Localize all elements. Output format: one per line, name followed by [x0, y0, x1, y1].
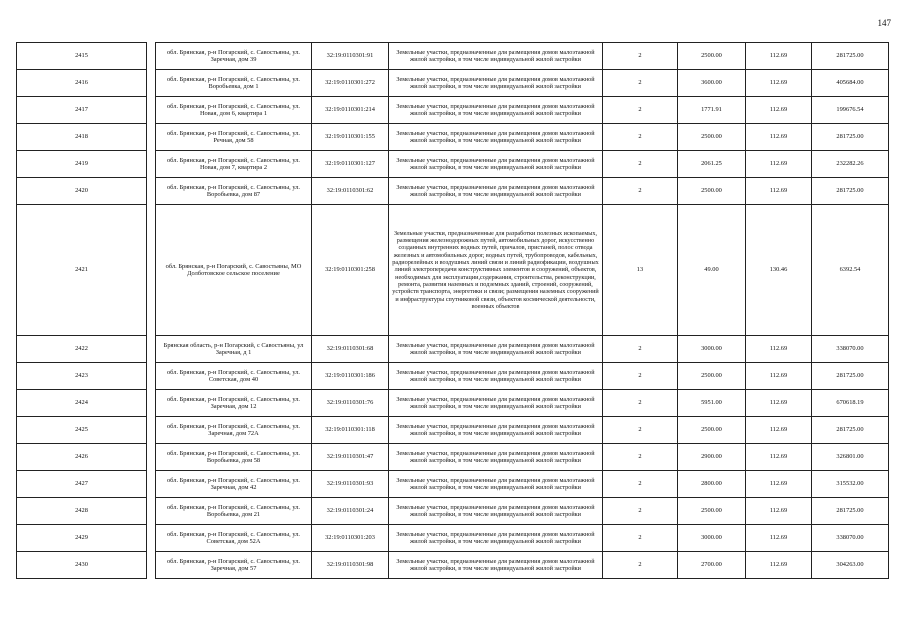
- row-spacer: [147, 417, 156, 444]
- cadastral-value-cell: 338070.00: [812, 336, 889, 363]
- group-cell: 2: [603, 552, 678, 579]
- land-use-cell: Земельные участки, предназначенные для разработки полезных ископаемых, размещения железнодорожных путей, автомобильных дорог, искусственно созданных внутренних водных путей, причалов, пристаней, полос отвода железных и автомобильных дорог, водных путей, трубопроводов, кабельных, радиорелейных и воздушных линий связи и линий радиофикации, воздушных линий электропередачи конструктивных элементов и сооружений, объектов, необходимых для эксплуатации,содержания, строительства, реконструкции, ремонта, развития наземных и подземных зданий, строений, сооружений, устройств транспорта, энергетики и связи; размещения наземных сооружений и инфраструктуры спутниковой связи, объектов космической деятельности, военных объектов: [389, 205, 603, 336]
- area-cell: 1771.91: [678, 97, 746, 124]
- row-spacer: [147, 124, 156, 151]
- table-row: [17, 363, 889, 390]
- address-cell: обл. Брянская, р-н Погарский, с. Савостьяны, ул. Заречная, дом 39: [156, 43, 312, 70]
- cadastral-number-cell: 32:19:0110301:214: [312, 97, 389, 124]
- address-cell: обл. Брянская, р-н Погарский, с. Савостьяны, ул. Воробьевка, дом 21: [156, 498, 312, 525]
- land-use-cell: Земельные участки, предназначенные для размещения домов малоэтажной жилой застройки, в том числе индивидуальной жилой застройки: [389, 417, 603, 444]
- cadastral-value-cell: 670618.19: [812, 390, 889, 417]
- row-spacer: [147, 390, 156, 417]
- land-use-cell: Земельные участки, предназначенные для размещения домов малоэтажной жилой застройки, в том числе индивидуальной жилой застройки: [389, 363, 603, 390]
- cadastral-value-table: [16, 42, 889, 579]
- cadastral-number-cell: 32:19:0110301:93: [312, 471, 389, 498]
- row-number-cell: 2425: [17, 417, 147, 444]
- specific-value-cell: 112.69: [746, 70, 812, 97]
- address-cell: обл. Брянская, р-н Погарский, с. Савостьяны, ул. Воробьевка, дом 1: [156, 70, 312, 97]
- specific-value-cell: 112.69: [746, 336, 812, 363]
- row-number-cell: 2422: [17, 336, 147, 363]
- address-cell: обл. Брянская, р-н Погарский, с. Савостьяны, ул. Заречная, дом 42: [156, 471, 312, 498]
- cadastral-value-cell: 281725.00: [812, 363, 889, 390]
- cadastral-number-cell: 32:19:0110301:155: [312, 124, 389, 151]
- address-cell: обл. Брянская, р-н Погарский, с. Савостьяны, ул. Советская, дом 40: [156, 363, 312, 390]
- land-use-cell: Земельные участки, предназначенные для размещения домов малоэтажной жилой застройки, в том числе индивидуальной жилой застройки: [389, 444, 603, 471]
- land-use-cell: Земельные участки, предназначенные для размещения домов малоэтажной жилой застройки, в том числе индивидуальной жилой застройки: [389, 390, 603, 417]
- cadastral-value-cell: 304263.00: [812, 552, 889, 579]
- cadastral-number-cell: 32:19:0110301:76: [312, 390, 389, 417]
- group-cell: 2: [603, 43, 678, 70]
- group-cell: 2: [603, 444, 678, 471]
- area-cell: 49.00: [678, 205, 746, 336]
- row-spacer: [147, 552, 156, 579]
- row-spacer: [147, 525, 156, 552]
- row-spacer: [147, 336, 156, 363]
- row-spacer: [147, 498, 156, 525]
- group-cell: 13: [603, 205, 678, 336]
- cadastral-value-cell: 281725.00: [812, 498, 889, 525]
- address-cell: обл. Брянская, р-н Погарский, с. Савостьяны, ул. Заречная, дом 72А: [156, 417, 312, 444]
- area-cell: 2500.00: [678, 178, 746, 205]
- area-cell: 3000.00: [678, 336, 746, 363]
- area-cell: 2500.00: [678, 124, 746, 151]
- land-use-cell: Земельные участки, предназначенные для размещения домов малоэтажной жилой застройки, в том числе индивидуальной жилой застройки: [389, 124, 603, 151]
- row-number-cell: 2418: [17, 124, 147, 151]
- land-use-cell: Земельные участки, предназначенные для размещения домов малоэтажной жилой застройки, в том числе индивидуальной жилой застройки: [389, 43, 603, 70]
- specific-value-cell: 112.69: [746, 471, 812, 498]
- specific-value-cell: 112.69: [746, 97, 812, 124]
- land-use-cell: Земельные участки, предназначенные для размещения домов малоэтажной жилой застройки, в том числе индивидуальной жилой застройки: [389, 336, 603, 363]
- cadastral-number-cell: 32:19:0110301:203: [312, 525, 389, 552]
- land-use-cell: Земельные участки, предназначенные для размещения домов малоэтажной жилой застройки, в том числе индивидуальной жилой застройки: [389, 97, 603, 124]
- specific-value-cell: 112.69: [746, 363, 812, 390]
- specific-value-cell: 112.69: [746, 552, 812, 579]
- address-cell: обл. Брянская, р-н Погарский, с. Савостьяны, ул. Воробьевка, дом 87: [156, 178, 312, 205]
- row-number-cell: 2428: [17, 498, 147, 525]
- land-use-cell: Земельные участки, предназначенные для размещения домов малоэтажной жилой застройки, в том числе индивидуальной жилой застройки: [389, 151, 603, 178]
- land-use-cell: Земельные участки, предназначенные для размещения домов малоэтажной жилой застройки, в том числе индивидуальной жилой застройки: [389, 70, 603, 97]
- specific-value-cell: 112.69: [746, 178, 812, 205]
- area-cell: 2500.00: [678, 363, 746, 390]
- group-cell: 2: [603, 363, 678, 390]
- table-row: [17, 525, 889, 552]
- address-cell: обл. Брянская, р-н Погарский, с. Савостьяны, ул. Заречная, дом 57: [156, 552, 312, 579]
- cadastral-value-cell: 326801.00: [812, 444, 889, 471]
- land-use-cell: Земельные участки, предназначенные для размещения домов малоэтажной жилой застройки, в том числе индивидуальной жилой застройки: [389, 552, 603, 579]
- row-spacer: [147, 471, 156, 498]
- group-cell: 2: [603, 124, 678, 151]
- cadastral-value-cell: 405684.00: [812, 70, 889, 97]
- row-spacer: [147, 70, 156, 97]
- group-cell: 2: [603, 178, 678, 205]
- area-cell: 2500.00: [678, 43, 746, 70]
- row-number-cell: 2423: [17, 363, 147, 390]
- address-cell: обл. Брянская, р-н Погарский, с. Савостьяны, ул. Новая, дом 7, квартира 2: [156, 151, 312, 178]
- cadastral-number-cell: 32:19:0110301:118: [312, 417, 389, 444]
- land-use-cell: Земельные участки, предназначенные для размещения домов малоэтажной жилой застройки, в том числе индивидуальной жилой застройки: [389, 178, 603, 205]
- cadastral-number-cell: 32:19:0110301:186: [312, 363, 389, 390]
- row-number-cell: 2416: [17, 70, 147, 97]
- group-cell: 2: [603, 70, 678, 97]
- row-spacer: [147, 444, 156, 471]
- cadastral-number-cell: 32:19:0110301:91: [312, 43, 389, 70]
- address-cell: обл. Брянская, р-н Погарский, с. Савостьяны, МО Долботовское сельское поселение: [156, 205, 312, 336]
- cadastral-number-cell: 32:19:0110301:24: [312, 498, 389, 525]
- specific-value-cell: 112.69: [746, 390, 812, 417]
- address-cell: обл. Брянская, р-н Погарский, с. Савостьяны, ул. Воробьевка, дом 58: [156, 444, 312, 471]
- area-cell: 3600.00: [678, 70, 746, 97]
- cadastral-value-cell: 281725.00: [812, 43, 889, 70]
- specific-value-cell: 112.69: [746, 498, 812, 525]
- area-cell: 2800.00: [678, 471, 746, 498]
- cadastral-number-cell: 32:19:0110301:47: [312, 444, 389, 471]
- row-spacer: [147, 178, 156, 205]
- group-cell: 2: [603, 97, 678, 124]
- cadastral-value-cell: 232282.26: [812, 151, 889, 178]
- area-cell: 2500.00: [678, 498, 746, 525]
- area-cell: 2500.00: [678, 417, 746, 444]
- table-row: [17, 43, 889, 70]
- table-row: [17, 498, 889, 525]
- row-number-cell: 2421: [17, 205, 147, 336]
- table-row: [17, 151, 889, 178]
- land-use-cell: Земельные участки, предназначенные для размещения домов малоэтажной жилой застройки, в том числе индивидуальной жилой застройки: [389, 471, 603, 498]
- cadastral-number-cell: 32:19:0110301:62: [312, 178, 389, 205]
- area-cell: 5951.00: [678, 390, 746, 417]
- cadastral-number-cell: 32:19:0110301:98: [312, 552, 389, 579]
- address-cell: обл. Брянская, р-н Погарский, с. Савостьяны, ул. Речная, дом 58: [156, 124, 312, 151]
- cadastral-value-cell: 281725.00: [812, 417, 889, 444]
- row-number-cell: 2419: [17, 151, 147, 178]
- group-cell: 2: [603, 336, 678, 363]
- cadastral-number-cell: 32:19:0110301:68: [312, 336, 389, 363]
- land-use-cell: Земельные участки, предназначенные для размещения домов малоэтажной жилой застройки, в том числе индивидуальной жилой застройки: [389, 525, 603, 552]
- cadastral-value-cell: 315532.00: [812, 471, 889, 498]
- row-spacer: [147, 205, 156, 336]
- row-number-cell: 2415: [17, 43, 147, 70]
- cadastral-value-cell: 281725.00: [812, 124, 889, 151]
- row-number-cell: 2424: [17, 390, 147, 417]
- specific-value-cell: 112.69: [746, 43, 812, 70]
- specific-value-cell: 112.69: [746, 444, 812, 471]
- cadastral-value-cell: 199676.54: [812, 97, 889, 124]
- cadastral-number-cell: 32:19:0110301:258: [312, 205, 389, 336]
- cadastral-value-cell: 338070.00: [812, 525, 889, 552]
- row-spacer: [147, 97, 156, 124]
- group-cell: 2: [603, 498, 678, 525]
- address-cell: Брянская область, р-н Погарский, с Савостьяны, ул Заречная, д 1: [156, 336, 312, 363]
- specific-value-cell: 112.69: [746, 151, 812, 178]
- group-cell: 2: [603, 417, 678, 444]
- table-row: [17, 97, 889, 124]
- cadastral-number-cell: 32:19:0110301:127: [312, 151, 389, 178]
- specific-value-cell: 112.69: [746, 525, 812, 552]
- table-row: [17, 471, 889, 498]
- cadastral-value-cell: 6392.54: [812, 205, 889, 336]
- table-row: [17, 417, 889, 444]
- area-cell: 2900.00: [678, 444, 746, 471]
- address-cell: обл. Брянская, р-н Погарский, с. Савостьяны, ул. Новая, дом 6, квартира 1: [156, 97, 312, 124]
- row-number-cell: 2430: [17, 552, 147, 579]
- row-number-cell: 2427: [17, 471, 147, 498]
- group-cell: 2: [603, 471, 678, 498]
- table-row: [17, 444, 889, 471]
- row-spacer: [147, 151, 156, 178]
- table-row: [17, 390, 889, 417]
- row-number-cell: 2417: [17, 97, 147, 124]
- row-spacer: [147, 363, 156, 390]
- land-use-cell: Земельные участки, предназначенные для размещения домов малоэтажной жилой застройки, в том числе индивидуальной жилой застройки: [389, 498, 603, 525]
- group-cell: 2: [603, 390, 678, 417]
- table-row: [17, 70, 889, 97]
- page-number: 147: [877, 18, 891, 28]
- cadastral-value-cell: 281725.00: [812, 178, 889, 205]
- area-cell: 2700.00: [678, 552, 746, 579]
- address-cell: обл. Брянская, р-н Погарский, с. Савостьяны, ул. Заречная, дом 12: [156, 390, 312, 417]
- group-cell: 2: [603, 525, 678, 552]
- group-cell: 2: [603, 151, 678, 178]
- address-cell: обл. Брянская, р-н Погарский, с. Савостьяны, ул. Советская, дом 52А: [156, 525, 312, 552]
- row-number-cell: 2420: [17, 178, 147, 205]
- table-row: [17, 336, 889, 363]
- row-spacer: [147, 43, 156, 70]
- cadastral-number-cell: 32:19:0110301:272: [312, 70, 389, 97]
- table-body: [17, 43, 889, 579]
- specific-value-cell: 130.46: [746, 205, 812, 336]
- specific-value-cell: 112.69: [746, 124, 812, 151]
- table-row: [17, 124, 889, 151]
- area-cell: 2061.25: [678, 151, 746, 178]
- row-number-cell: 2429: [17, 525, 147, 552]
- specific-value-cell: 112.69: [746, 417, 812, 444]
- table-row: [17, 178, 889, 205]
- table-row: [17, 552, 889, 579]
- row-number-cell: 2426: [17, 444, 147, 471]
- area-cell: 3000.00: [678, 525, 746, 552]
- table-row: [17, 205, 889, 336]
